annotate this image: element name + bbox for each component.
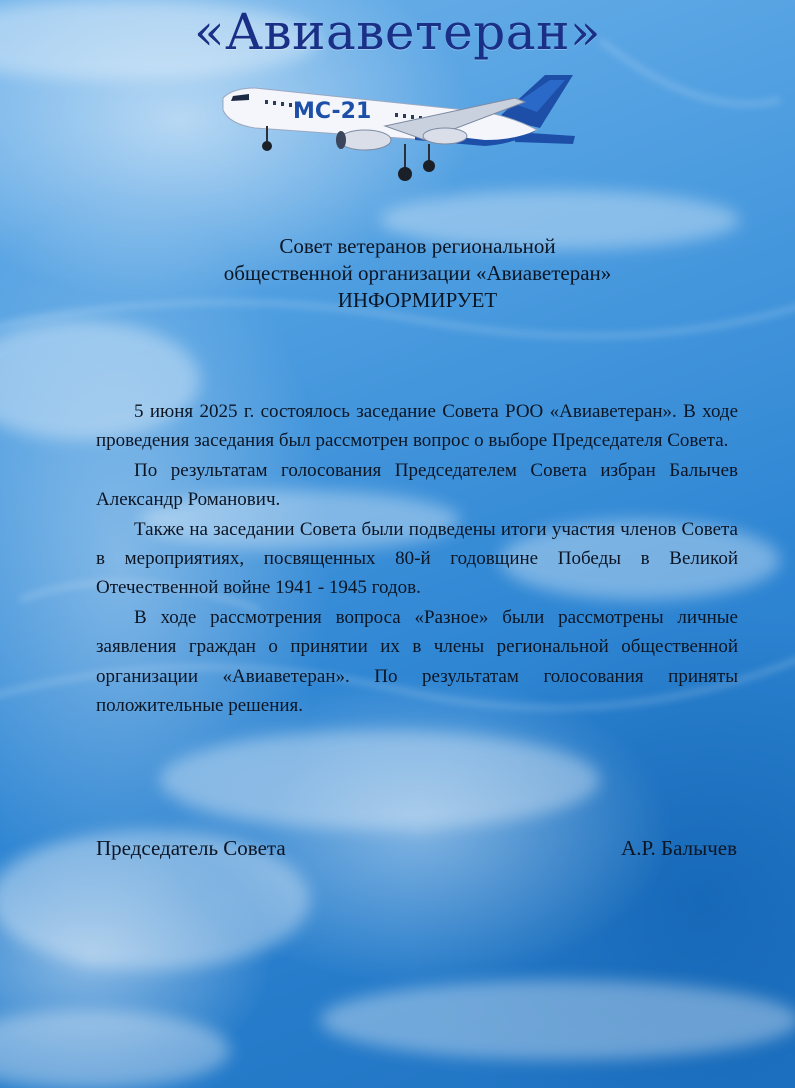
paragraph: По результатам голосования Председателем Совета избран Балычев Александр Романович. bbox=[96, 459, 738, 511]
paragraph: В ходе рассмотрения вопроса «Разное» были рассмотрены личные заявления граждан о принятии их в члены региональной общественной организации «Авиаветеран». По результатам голосования приняты положительные решения. bbox=[96, 606, 738, 717]
header-line-2: общественной организации «Авиаветеран» bbox=[223, 261, 612, 285]
announcement-header bbox=[0, 233, 795, 314]
signature-position: Председатель Совета bbox=[96, 836, 286, 860]
signature-name: А.Р. Балычев bbox=[621, 836, 737, 860]
announcement-body bbox=[96, 397, 738, 720]
header-line-1: Совет ветеранов региональной bbox=[279, 234, 556, 258]
paragraph: 5 июня 2025 г. состоялось заседание Совета РОО «Авиаветеран». В ходе проведения заседания был рассмотрен вопрос о выборе Председателя Совета. bbox=[96, 401, 738, 452]
airplane-icon bbox=[215, 70, 580, 190]
header-line-3: ИНФОРМИРУЕТ bbox=[337, 288, 498, 312]
logo-title: «Авиаветеран» bbox=[194, 3, 601, 61]
paragraph: Также на заседании Совета были подведены итоги участия членов Совета в мероприятиях, посвященных 80-й годовщине Победы в Великой Отечественной войне 1941 - 1945 годов. bbox=[96, 518, 738, 599]
signature-block bbox=[96, 834, 737, 862]
plane-livery-text: MC-21 bbox=[293, 99, 372, 124]
